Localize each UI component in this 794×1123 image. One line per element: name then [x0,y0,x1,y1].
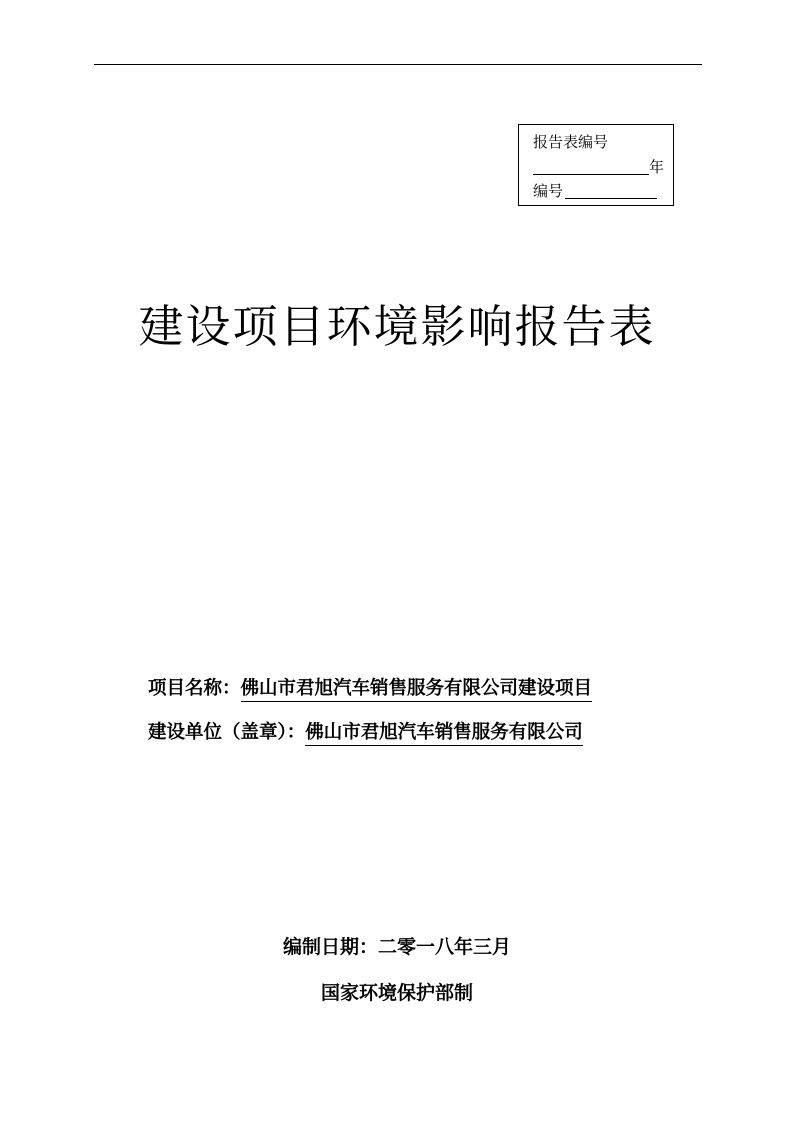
project-name-line [148,680,592,699]
issuing-authority: 国家环境保护部制 [320,982,473,1004]
construction-unit-line [148,724,583,743]
project-name-value: 佛山市君旭汽车销售服务有限公司建设项目 [241,678,593,702]
construction-unit-value: 佛山市君旭汽车销售服务有限公司 [305,722,583,746]
construction-unit-label: 建设单位（盖章）： [148,722,306,743]
compile-date-label: 编制日期： [282,936,378,958]
year-suffix: 年 [649,158,665,176]
year-blank-line [533,159,649,175]
page-title: 建设项目环境影响报告表 [138,300,656,353]
report-year-row [533,159,664,175]
top-rule [94,64,702,65]
serial-label: 编号 [533,182,564,200]
project-name-label: 项目名称： [148,678,241,699]
report-serial-row [533,183,657,199]
report-number-label: 报告表编号 [533,133,609,151]
serial-blank-line [565,183,657,199]
report-number-box [518,124,674,206]
compile-date-value: 二零一八年三月 [378,936,512,958]
compile-date [0,938,794,957]
